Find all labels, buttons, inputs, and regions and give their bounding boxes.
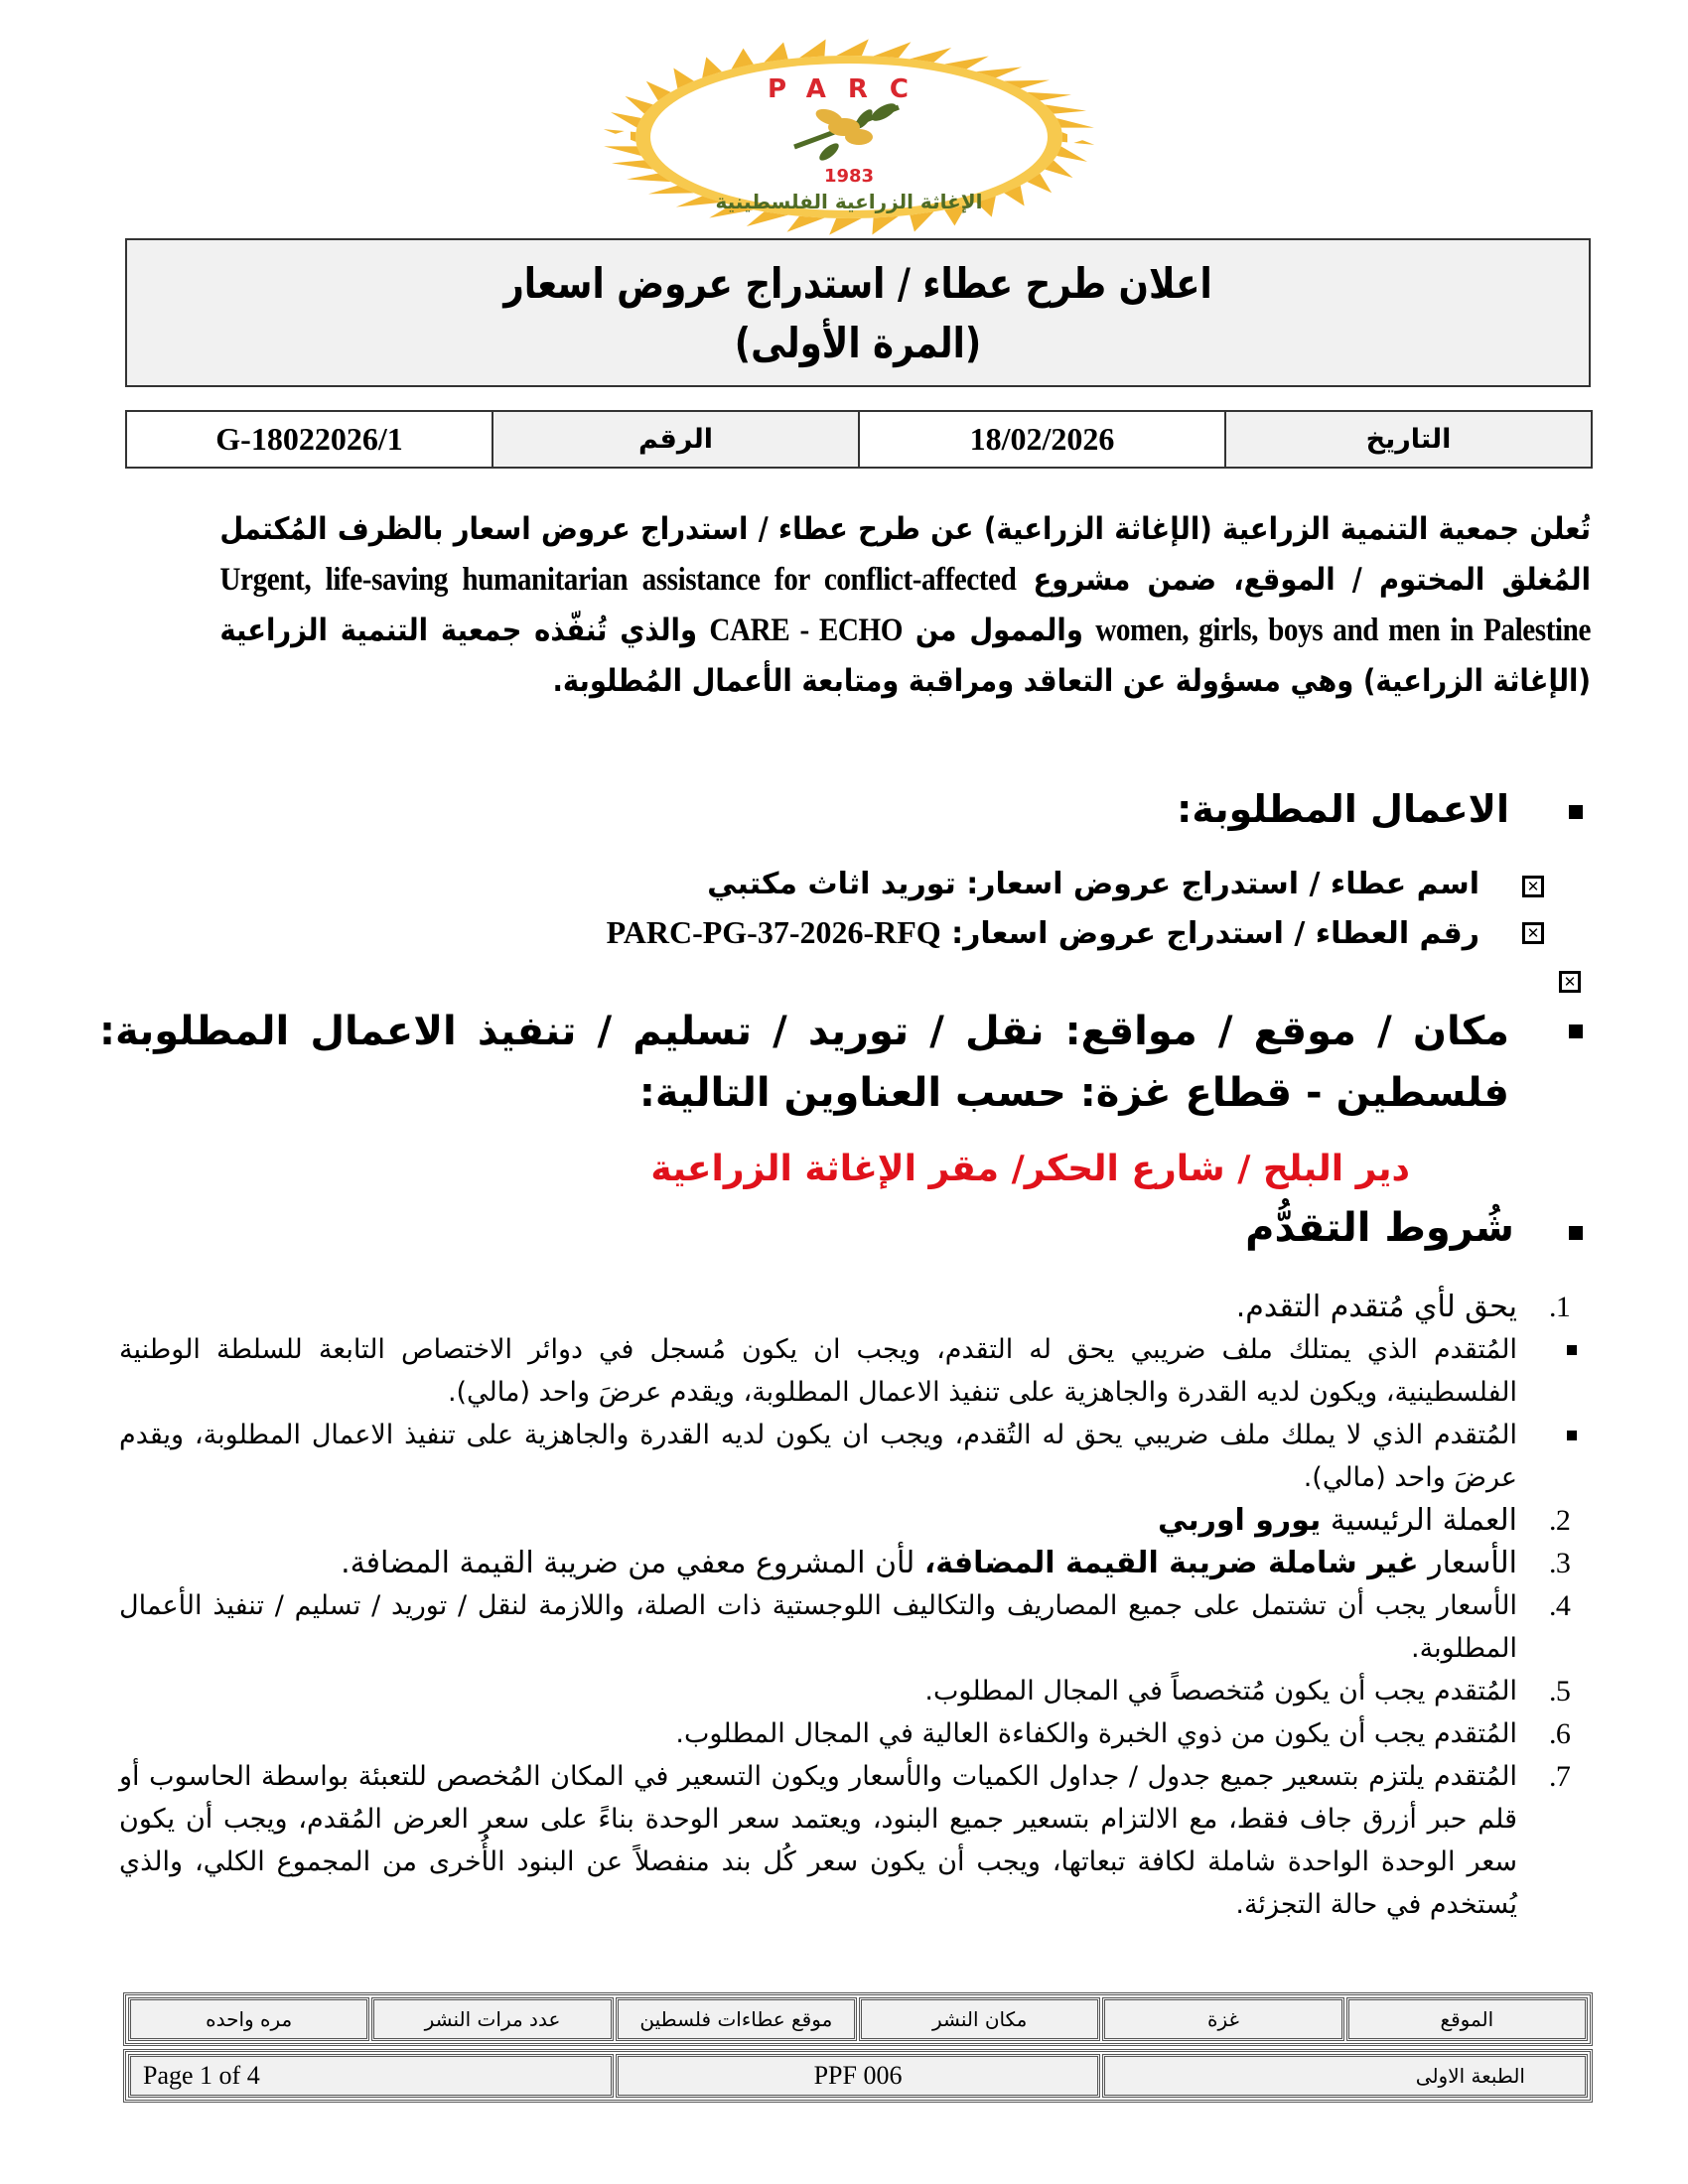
sun-ray <box>1056 118 1094 128</box>
logo-year: 1983 <box>823 166 875 187</box>
footer-publish-count-label: عدد مرات النشر <box>371 1997 613 2041</box>
parc-logo <box>601 38 1097 236</box>
tender-name-label: اسم عطاء / استدراج عروض اسعار: <box>955 867 1479 901</box>
checkbox-x-icon: ✕ <box>1559 971 1581 993</box>
conditions-list <box>119 1286 1589 1926</box>
condition-item <box>119 1499 1589 1542</box>
publication-info-table <box>123 1992 1593 2046</box>
sun-ray <box>799 39 826 58</box>
tender-name-item <box>707 862 1479 907</box>
condition-text-pre: الأسعار <box>1418 1546 1517 1580</box>
square-bullet-icon <box>1567 1345 1577 1355</box>
sun-ray <box>787 216 825 232</box>
sun-ray <box>829 218 862 235</box>
date-label: التاريخ <box>1225 411 1592 468</box>
sun-ray <box>910 211 933 231</box>
currency-value: يورو اوربي <box>1158 1503 1322 1538</box>
document-info-table <box>123 2049 1593 2103</box>
section-bullet-icon <box>1569 1024 1583 1038</box>
logo-arabic-name: الإغاثة الزراعية الفلسطينية <box>715 190 983 213</box>
square-bullet-icon <box>1567 1431 1577 1440</box>
meta-table <box>125 410 1593 469</box>
condition-text: العملة الرئيسية <box>1321 1503 1517 1538</box>
condition-text: يحق لأي مُتقدم التقدم. <box>1235 1290 1517 1324</box>
section-bullet-icon <box>1569 805 1583 819</box>
footer-publish-count-value: مره واحده <box>128 1997 369 2041</box>
condition-text: المُتقدم يلتزم بتسعير جميع جدول / جداول الكميات والأسعار ويكون التسعير في المكان المُخصص للتعبئة بواسطة الحاسوب أو قلم حبر أزرق جاف فقط، مع الالتزام بتسعير جميع البنود، ويعتمد سعر الوحدة بناءً على سعر العرض المُقدم، ويجب أن يكون سعر الوحدة الواحدة شاملة لكافة تبعاتها، ويجب أن يكون سعر كُل بند منفصلاً عن البنود الأُخرى من المجموع الكلي، والذي يُستخدم في حالة التجزئة. <box>119 1761 1517 1920</box>
footer-location-value: غزة <box>1102 1997 1343 2041</box>
intro-text-3: والذي تُنفّذه جمعية التنمية الزراعية (الإغاثة الزراعية) وهي مسؤولة عن التعاقد ومراقبة ومتابعة الأعمال المُطلوبة. <box>219 613 1591 699</box>
sun-ray <box>872 216 899 235</box>
footer-publish-place-value: موقع عطاءات فلسطين <box>616 1997 857 2041</box>
checkbox-x-icon: ✕ <box>1522 922 1544 944</box>
condition-text: المُتقدم الذي لا يملك ملف ضريبي يحق له التُقدم، ويجب ان يكون لديه القدرة والجاهزية على تنفيذ الاعمال المطلوبة، ويقدم عرضَ واحد (مالي). <box>119 1420 1517 1493</box>
sun-ray <box>836 39 869 56</box>
sun-ray <box>611 112 641 128</box>
intro-paragraph <box>219 504 1591 707</box>
tender-number-item <box>607 909 1479 957</box>
page-number: Page 1 of 4 <box>128 2054 614 2098</box>
footer-location-label: الموقع <box>1346 1997 1588 2041</box>
condition-number: 2. <box>1549 1504 1571 1537</box>
condition-number: 6. <box>1549 1717 1571 1750</box>
condition-item <box>119 1755 1589 1926</box>
condition-item <box>119 1542 1589 1584</box>
header-subtitle: (المرة الأولى) <box>734 319 982 367</box>
intro-text-2: والممول من <box>903 613 1096 648</box>
tender-number-label: رقم العطاء / استدراج عروض اسعار: <box>940 916 1479 951</box>
date-value: 18/02/2026 <box>859 411 1225 468</box>
footer-publish-place-label: مكان النشر <box>859 1997 1100 2041</box>
condition-text: الأسعار يجب أن تشتمل على جميع المصاريف والتكاليف اللوجستية ذات الصلة، واللازمة لنقل / توريد / تسليم / تنفيذ الأعمال المطلوبة. <box>119 1590 1517 1664</box>
intro-text-1: تُعلن جمعية التنمية الزراعية (الإغاثة الزراعية) عن طرح عطاء / استدراج عروض اسعار بالظرف المُكتمل المُغلق المختوم / الموقع، ضمن مشروع <box>219 511 1591 598</box>
project-name: Urgent, life-saving humanitarian assistance for conflict-affected women, girls, boys and men in Palestine <box>219 562 1591 648</box>
section-bullet-icon <box>1569 1226 1583 1240</box>
tender-number-value: PARC-PG-37-2026-RFQ <box>606 914 941 950</box>
condition-item <box>119 1670 1589 1712</box>
condition-item <box>119 1712 1589 1755</box>
number-value: G-18022026/1 <box>126 411 492 468</box>
condition-item <box>119 1584 1589 1670</box>
sun-ray <box>1056 146 1087 162</box>
edition-label: الطبعة الاولى <box>1102 2054 1588 2098</box>
logo-parc-text: PARC <box>768 74 930 104</box>
vat-note: غير شاملة ضريبة القيمة المضافة، <box>923 1546 1419 1580</box>
condition-subitem <box>119 1328 1589 1414</box>
conditions-section-title: شُروط التقدُّم <box>1245 1205 1514 1251</box>
condition-number: 1. <box>1549 1291 1571 1323</box>
condition-text: المُتقدم يجب أن يكون مُتخصصاً في المجال المطلوب. <box>924 1676 1517 1706</box>
number-label: الرقم <box>492 411 859 468</box>
condition-number: 4. <box>1549 1589 1571 1622</box>
checkbox-x-icon: ✕ <box>1522 876 1544 897</box>
sun-ray <box>604 146 641 156</box>
announcement-header <box>125 238 1591 387</box>
condition-text: المُتقدم الذي يمتلك ملف ضريبي يحق له التقدم، ويجب ان يكون مُسجل في دوائر الاختصاص التابعة للسلطة الوطنية الفلسطينية، ويكون لديه القدرة والجاهزية على تنفيذ الاعمال المطلوبة، ويقدم عرضَ واحد (مالي). <box>119 1334 1517 1408</box>
form-code: PPF 006 <box>616 2054 1101 2098</box>
delivery-address: دير البلح / شارع الحكر/ مقر الإغاثة الزراعية <box>650 1149 1410 1189</box>
condition-number: 3. <box>1549 1547 1571 1579</box>
condition-item <box>119 1286 1589 1328</box>
condition-text: لأن المشروع معفي من ضريبة القيمة المضافة. <box>341 1546 924 1580</box>
header-title: اعلان طرح عطاء / استدراج عروض اسعار <box>503 259 1212 308</box>
sun-ray <box>874 42 912 58</box>
condition-subitem <box>119 1414 1589 1499</box>
works-section-title: الاعمال المطلوبة: <box>1177 787 1509 831</box>
location-section-title: مكان / موقع / مواقع: نقل / توريد / تسليم / تنفيذ الاعمال المطلوبة: فلسطين - قطاع غزة: حسب العناوين التالية: <box>99 1009 1509 1116</box>
donor-name: CARE - ECHO <box>709 613 904 648</box>
condition-number: 7. <box>1549 1760 1571 1793</box>
condition-text: المُتقدم يجب أن يكون من ذوي الخبرة والكفاءة العالية في المجال المطلوب. <box>675 1718 1517 1749</box>
condition-number: 5. <box>1549 1675 1571 1707</box>
sun-ray <box>764 43 787 63</box>
tender-name-value: توريد اثاث مكتبي <box>707 867 956 901</box>
